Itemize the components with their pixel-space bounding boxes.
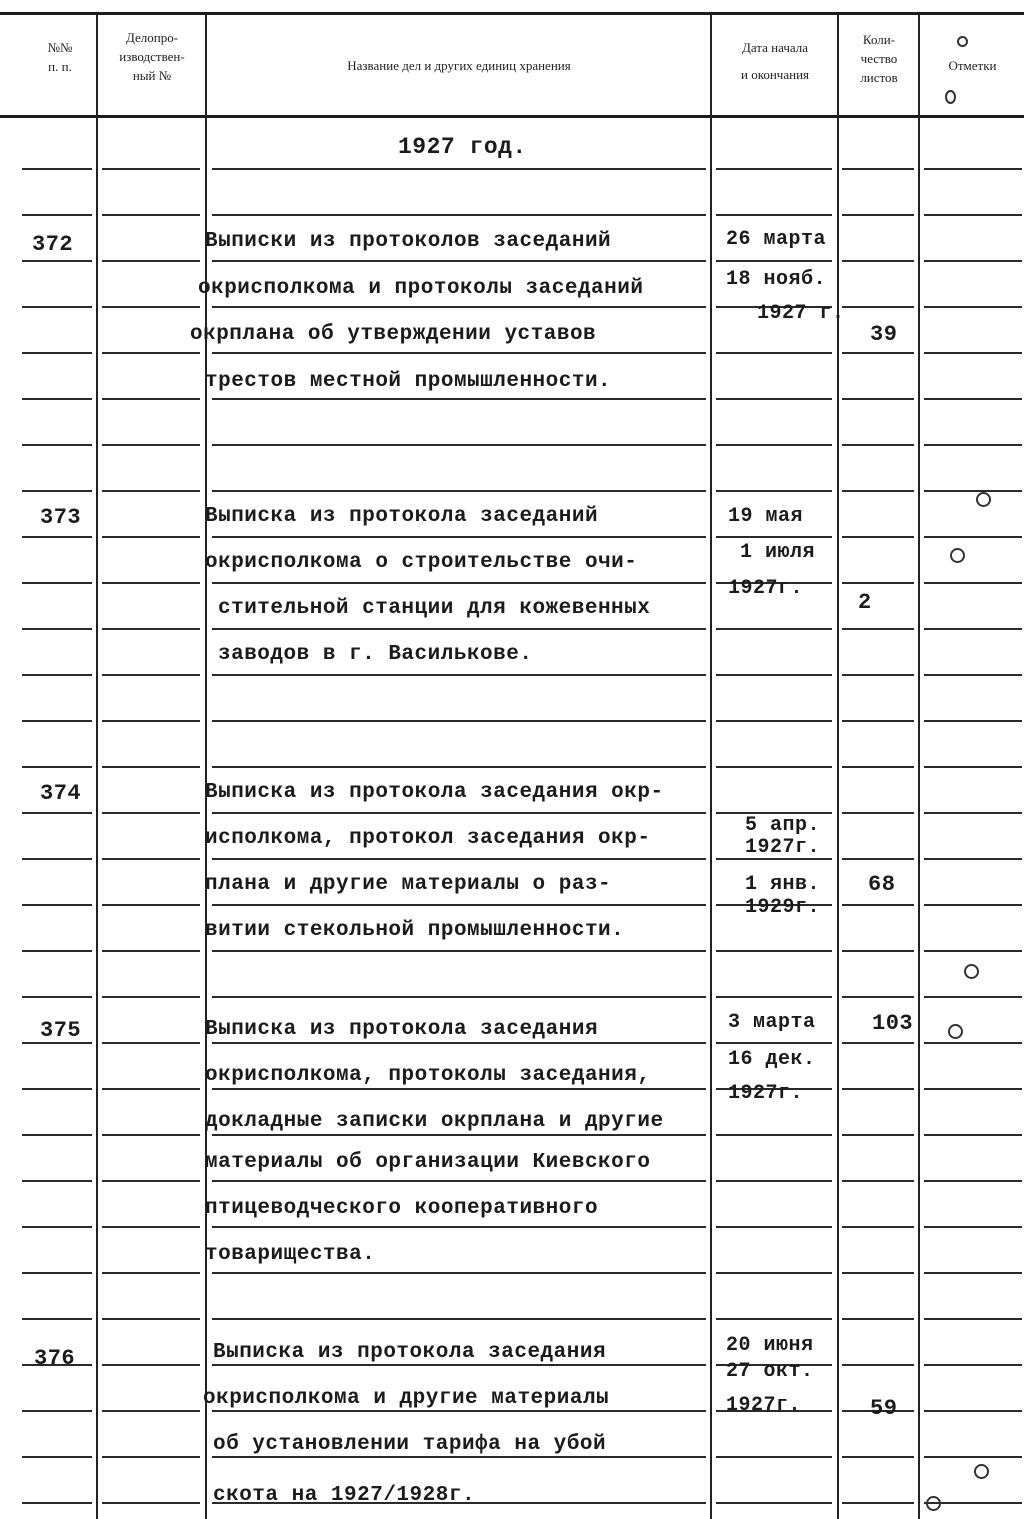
column-divider-4 <box>837 14 839 1519</box>
ruled-line <box>716 1180 832 1182</box>
ruled-line <box>22 306 92 308</box>
ruled-line <box>716 1502 832 1504</box>
entry-title-line: докладные записки окрплана и другие <box>205 1110 664 1133</box>
ruled-line <box>212 996 706 998</box>
ruled-line <box>22 582 92 584</box>
ink-mark-icon <box>957 36 968 47</box>
entry-title-line: окрисполкома и протоколы заседаний <box>198 277 644 300</box>
ruled-line <box>22 904 92 906</box>
ruled-line <box>716 1318 832 1320</box>
entry-sheet-count: 2 <box>858 590 872 615</box>
column-divider-1 <box>96 14 98 1519</box>
header-number-line1: №№ <box>47 40 73 55</box>
ruled-line <box>22 352 92 354</box>
entry-date-start: 20 июня <box>726 1334 814 1357</box>
entry-sheet-count: 59 <box>870 1396 898 1421</box>
ruled-line <box>716 536 832 538</box>
section-year-heading: 1927 год. <box>398 134 527 160</box>
entry-date-end: 1 июля <box>740 541 816 564</box>
entry-number: 376 <box>34 1346 76 1371</box>
ruled-line <box>212 306 706 308</box>
ruled-line <box>102 168 200 170</box>
ruled-line <box>842 444 914 446</box>
entry-title-line: Выписка из протокола заседания <box>213 1341 607 1364</box>
ruled-line <box>212 1456 706 1458</box>
ruled-line <box>212 858 706 860</box>
ruled-line <box>22 674 92 676</box>
header-dates-line1: Дата начала <box>741 40 809 55</box>
ruled-line <box>842 1456 914 1458</box>
ruled-line <box>924 214 1022 216</box>
ruled-line <box>212 536 706 538</box>
entry-title-line: скота на 1927/1928г. <box>213 1484 476 1507</box>
ruled-line <box>22 260 92 262</box>
entry-title-line: птицеводческого кооперативного <box>205 1197 599 1220</box>
ruled-line <box>716 1456 832 1458</box>
ruled-line <box>924 444 1022 446</box>
ruled-line <box>924 904 1022 906</box>
ruled-line <box>842 1088 914 1090</box>
header-sheets-line2: чество <box>860 51 898 66</box>
header-office-line1: Делопро- <box>125 30 179 45</box>
ruled-line <box>102 536 200 538</box>
ruled-line <box>924 1364 1022 1366</box>
header-bottom-rule <box>0 115 1024 118</box>
entry-title-line: окрисполкома о строительстве очи- <box>205 551 638 574</box>
ruled-line <box>924 1180 1022 1182</box>
ruled-line <box>212 1410 706 1412</box>
ruled-line <box>842 214 914 216</box>
ruled-line <box>212 168 706 170</box>
top-rule <box>0 12 1024 15</box>
entry-sheet-count: 103 <box>872 1011 914 1036</box>
ruled-line <box>842 398 914 400</box>
ruled-line <box>22 628 92 630</box>
ruled-line <box>102 812 200 814</box>
entry-date-year: 1927г. <box>726 1394 802 1417</box>
ruled-line <box>22 812 92 814</box>
ruled-line <box>924 674 1022 676</box>
ruled-line <box>924 720 1022 722</box>
ruled-line <box>102 996 200 998</box>
entry-title-line: об установлении тарифа на убой <box>213 1433 607 1456</box>
entry-date-start-year: 1927г. <box>745 836 821 859</box>
ruled-line <box>102 720 200 722</box>
header-sheets-line3: листов <box>860 70 898 85</box>
ruled-line <box>102 1502 200 1504</box>
ruled-line <box>212 490 706 492</box>
ruled-line <box>102 1042 200 1044</box>
ruled-line <box>924 1088 1022 1090</box>
ruled-line <box>924 582 1022 584</box>
entry-title-line: Выписка из протокола заседания <box>205 1018 599 1041</box>
ruled-line <box>924 398 1022 400</box>
ruled-line <box>842 260 914 262</box>
entry-number: 374 <box>40 781 82 806</box>
entry-title-line: витии стекольной промышленности. <box>205 919 625 942</box>
header-sheets <box>840 30 918 87</box>
entry-date-end: 16 дек. <box>728 1048 816 1071</box>
ink-mark-icon <box>926 1496 941 1511</box>
ruled-line <box>212 1272 706 1274</box>
header-sheets-line1: Коли- <box>862 32 896 47</box>
ruled-line <box>716 950 832 952</box>
entry-title-line: окрисполкома, протоколы заседания, <box>205 1064 651 1087</box>
ruled-line <box>716 168 832 170</box>
ruled-line <box>924 766 1022 768</box>
ink-mark-icon <box>964 964 979 979</box>
ruled-line <box>842 628 914 630</box>
header-notes: Отметки <box>948 58 997 73</box>
ruled-line <box>716 766 832 768</box>
header-office-number <box>100 28 204 85</box>
ruled-line <box>716 1272 832 1274</box>
entry-date-end: 18 нояб. <box>726 268 827 291</box>
entry-title-line: стительной станции для кожевенных <box>218 597 651 620</box>
ruled-line <box>842 168 914 170</box>
ruled-line <box>102 1318 200 1320</box>
ruled-line <box>212 766 706 768</box>
entry-date-start: 26 марта <box>726 228 827 251</box>
ruled-line <box>842 1364 914 1366</box>
ruled-line <box>716 720 832 722</box>
ruled-line <box>212 720 706 722</box>
header-dates-line2: и окончания <box>740 67 810 82</box>
ruled-line <box>716 398 832 400</box>
header-number <box>30 38 90 76</box>
entry-sheet-count: 68 <box>868 872 896 897</box>
ruled-line <box>842 1226 914 1228</box>
ruled-line <box>212 628 706 630</box>
ruled-line <box>716 444 832 446</box>
ruled-line <box>212 398 706 400</box>
ruled-line <box>22 1180 92 1182</box>
entry-title-line: Выписка из протокола заседаний <box>205 505 599 528</box>
ruled-line <box>842 1042 914 1044</box>
entry-title-line: заводов в г. Василькове. <box>218 643 533 666</box>
ruled-line <box>212 1318 706 1320</box>
entry-date-start: 19 мая <box>728 505 804 528</box>
ruled-line <box>924 950 1022 952</box>
ruled-line <box>22 996 92 998</box>
ruled-line <box>716 260 832 262</box>
entry-date-end: 27 окт. <box>726 1360 814 1383</box>
ink-mark-icon <box>945 90 956 104</box>
ruled-line <box>924 812 1022 814</box>
entry-title-line: Выписки из протоколов заседаний <box>205 230 612 253</box>
ruled-line <box>924 260 1022 262</box>
ruled-line <box>842 812 914 814</box>
ruled-line <box>102 1180 200 1182</box>
ruled-line <box>716 1134 832 1136</box>
entry-date-start: 5 апр. <box>745 814 821 837</box>
ruled-line <box>102 352 200 354</box>
ruled-line <box>716 490 832 492</box>
ruled-line <box>212 950 706 952</box>
ruled-line <box>22 950 92 952</box>
ruled-line <box>212 1042 706 1044</box>
column-divider-5 <box>918 14 920 1519</box>
ruled-line <box>842 1318 914 1320</box>
entry-title-line: исполкома, протокол заседания окр- <box>205 827 651 850</box>
ruled-line <box>716 352 832 354</box>
ruled-line <box>102 766 200 768</box>
ruled-line <box>212 904 706 906</box>
entry-title-line: трестов местной промышленности. <box>205 370 612 393</box>
ruled-line <box>102 628 200 630</box>
entry-date-end: 1 янв. <box>745 873 821 896</box>
entry-date-year: 1927г. <box>728 577 804 600</box>
ruled-line <box>22 1456 92 1458</box>
ruled-line <box>842 858 914 860</box>
ruled-line <box>716 674 832 676</box>
ruled-line <box>212 214 706 216</box>
ruled-line <box>102 1088 200 1090</box>
ruled-line <box>102 582 200 584</box>
ruled-line <box>924 536 1022 538</box>
ruled-line <box>212 260 706 262</box>
header-office-line3: ный № <box>132 68 172 83</box>
entry-date-end-year: 1929г. <box>745 896 821 919</box>
ruled-line <box>22 1318 92 1320</box>
column-divider-3 <box>710 14 712 1519</box>
header-title: Название дел и других единиц хранения <box>347 58 571 73</box>
entry-date-start: 3 марта <box>728 1011 816 1034</box>
ruled-line <box>102 490 200 492</box>
ruled-line <box>22 1088 92 1090</box>
entry-title-line: материалы об организации Киевского <box>205 1151 651 1174</box>
ruled-line <box>102 214 200 216</box>
ruled-line <box>212 1134 706 1136</box>
ruled-line <box>102 444 200 446</box>
ruled-line <box>924 1272 1022 1274</box>
ruled-line <box>102 1226 200 1228</box>
entry-title-line: окрисполкома и другие материалы <box>203 1387 610 1410</box>
ruled-line <box>924 1226 1022 1228</box>
ink-mark-icon <box>948 1024 963 1039</box>
ruled-line <box>212 812 706 814</box>
ruled-line <box>716 214 832 216</box>
ruled-line <box>22 720 92 722</box>
ruled-line <box>842 766 914 768</box>
ruled-line <box>716 628 832 630</box>
entry-title-line: Выписка из протокола заседания окр- <box>205 781 664 804</box>
ink-mark-icon <box>976 492 991 507</box>
entry-sheet-count: 39 <box>870 322 898 347</box>
ruled-line <box>842 490 914 492</box>
ruled-line <box>842 720 914 722</box>
ruled-line <box>924 1410 1022 1412</box>
ruled-line <box>924 858 1022 860</box>
ruled-line <box>102 904 200 906</box>
ruled-line <box>22 858 92 860</box>
ruled-line <box>212 352 706 354</box>
ruled-line <box>842 1134 914 1136</box>
ruled-line <box>924 1456 1022 1458</box>
ruled-line <box>842 582 914 584</box>
ruled-line <box>212 1088 706 1090</box>
ruled-line <box>22 1272 92 1274</box>
ruled-line <box>22 444 92 446</box>
ruled-line <box>716 1042 832 1044</box>
entry-title-line: плана и другие материалы о раз- <box>205 873 612 896</box>
ruled-line <box>212 1226 706 1228</box>
ruled-line <box>102 1410 200 1412</box>
ruled-line <box>212 444 706 446</box>
ruled-line <box>102 1134 200 1136</box>
ruled-line <box>102 260 200 262</box>
ruled-line <box>842 1272 914 1274</box>
ruled-line <box>924 352 1022 354</box>
ruled-line <box>22 1502 92 1504</box>
ruled-line <box>22 1410 92 1412</box>
ruled-line <box>102 1272 200 1274</box>
ruled-line <box>22 536 92 538</box>
ruled-line <box>924 1134 1022 1136</box>
ruled-line <box>212 1180 706 1182</box>
ruled-line <box>842 674 914 676</box>
ruled-line <box>102 950 200 952</box>
ruled-line <box>716 996 832 998</box>
ruled-line <box>842 1502 914 1504</box>
ruled-line <box>22 1134 92 1136</box>
entry-date-year: 1927 г. <box>757 302 845 325</box>
ruled-line <box>22 168 92 170</box>
ruled-line <box>924 628 1022 630</box>
ruled-line <box>842 352 914 354</box>
ruled-line <box>102 398 200 400</box>
ruled-line <box>102 1364 200 1366</box>
entry-number: 372 <box>32 232 74 257</box>
ruled-line <box>212 582 706 584</box>
ruled-line <box>924 1042 1022 1044</box>
ruled-line <box>842 950 914 952</box>
ruled-line <box>842 306 914 308</box>
ruled-line <box>924 996 1022 998</box>
ruled-line <box>102 306 200 308</box>
header-dates <box>713 38 837 84</box>
entry-title-line: окрплана об утверждении уставов <box>190 323 597 346</box>
ruled-line <box>22 1226 92 1228</box>
ink-mark-icon <box>950 548 965 563</box>
ruled-line <box>716 1226 832 1228</box>
ruled-line <box>22 214 92 216</box>
ruled-line <box>842 1180 914 1182</box>
ink-mark-icon <box>974 1464 989 1479</box>
ruled-line <box>924 168 1022 170</box>
ruled-line <box>22 766 92 768</box>
header-number-line2: п. п. <box>48 59 72 74</box>
ruled-line <box>842 536 914 538</box>
ruled-line <box>842 996 914 998</box>
ruled-line <box>22 490 92 492</box>
ruled-line <box>102 1456 200 1458</box>
ruled-line <box>212 674 706 676</box>
entry-title-line: товарищества. <box>205 1243 376 1266</box>
ruled-line <box>22 398 92 400</box>
entry-date-year: 1927г. <box>728 1082 804 1105</box>
ruled-line <box>212 1364 706 1366</box>
ruled-line <box>924 490 1022 492</box>
ruled-line <box>102 858 200 860</box>
ruled-line <box>924 1318 1022 1320</box>
entry-number: 375 <box>40 1018 82 1043</box>
ruled-line <box>102 674 200 676</box>
ruled-line <box>924 306 1022 308</box>
ruled-line <box>842 904 914 906</box>
entry-number: 373 <box>40 505 82 530</box>
header-office-line2: изводствен- <box>119 49 185 64</box>
